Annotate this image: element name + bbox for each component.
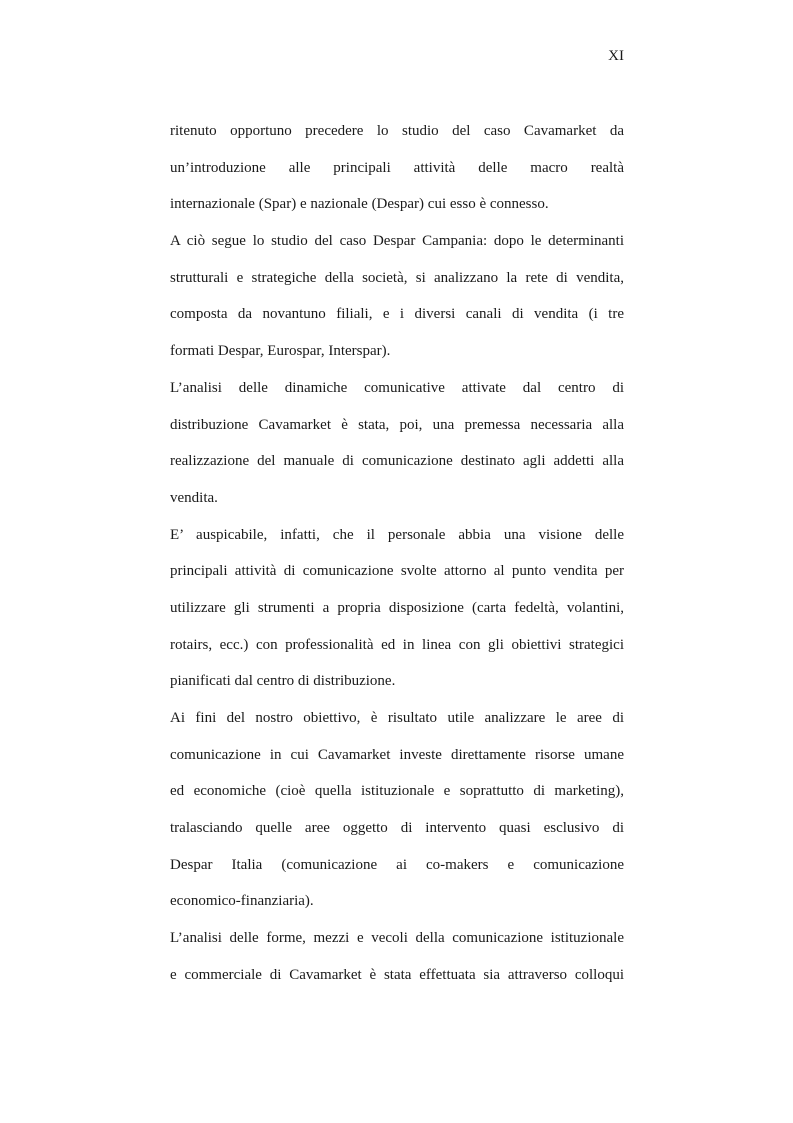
text-line: ed economiche (cioè quella istituzionale e soprattutto di marketing), — [170, 783, 624, 800]
text-line: L’analisi delle forme, mezzi e vecoli della comunicazione istituzionale — [170, 930, 624, 947]
text-line: principali attività di comunicazione svolte attorno al punto vendita per — [170, 563, 624, 580]
text-line: E’ auspicabile, infatti, che il personale abbia una visione delle — [170, 526, 624, 543]
text-line: pianificati dal centro di distribuzione. — [170, 673, 396, 690]
text-line: composta da novantuno filiali, e i diversi canali di vendita (i tre — [170, 306, 624, 323]
text-line: formati Despar, Eurospar, Interspar). — [170, 343, 391, 360]
text-line: un’introduzione alle principali attività delle macro realtà — [170, 159, 624, 176]
text-line: comunicazione in cui Cavamarket investe direttamente risorse umane — [170, 746, 624, 763]
body-text — [170, 113, 624, 994]
text-line: vendita. — [170, 489, 218, 506]
text-line: L’analisi delle dinamiche comunicative attivate dal centro di — [170, 379, 624, 396]
text-line: Ai fini del nostro obiettivo, è risultato utile analizzare le aree di — [170, 710, 624, 726]
text-line: Despar Italia (comunicazione ai co-makers e comunicazione — [170, 856, 624, 873]
page-number: XI — [608, 48, 624, 64]
text-line: economico-finanziaria). — [170, 893, 314, 910]
text-line: tralasciando quelle aree oggetto di intervento quasi esclusivo di — [170, 820, 624, 837]
text-line: A ciò segue lo studio del caso Despar Campania: dopo le determinanti — [170, 233, 624, 250]
text-line: strutturali e strategiche della società, si analizzano la rete di vendita, — [170, 269, 624, 286]
text-line: realizzazione del manuale di comunicazione destinato agli addetti alla — [170, 453, 624, 470]
text-line: ritenuto opportuno precedere lo studio del caso Cavamarket da — [170, 123, 624, 139]
text-line: e commerciale di Cavamarket è stata effettuata sia attraverso colloqui — [170, 966, 624, 983]
text-line: rotairs, ecc.) con professionalità ed in linea con gli obiettivi strategici — [170, 636, 624, 653]
text-line: utilizzare gli strumenti a propria disposizione (carta fedeltà, volantini, — [170, 599, 624, 616]
text-line: distribuzione Cavamarket è stata, poi, una premessa necessaria alla — [170, 416, 624, 433]
text-line: internazionale (Spar) e nazionale (Despar) cui esso è connesso. — [170, 196, 549, 213]
